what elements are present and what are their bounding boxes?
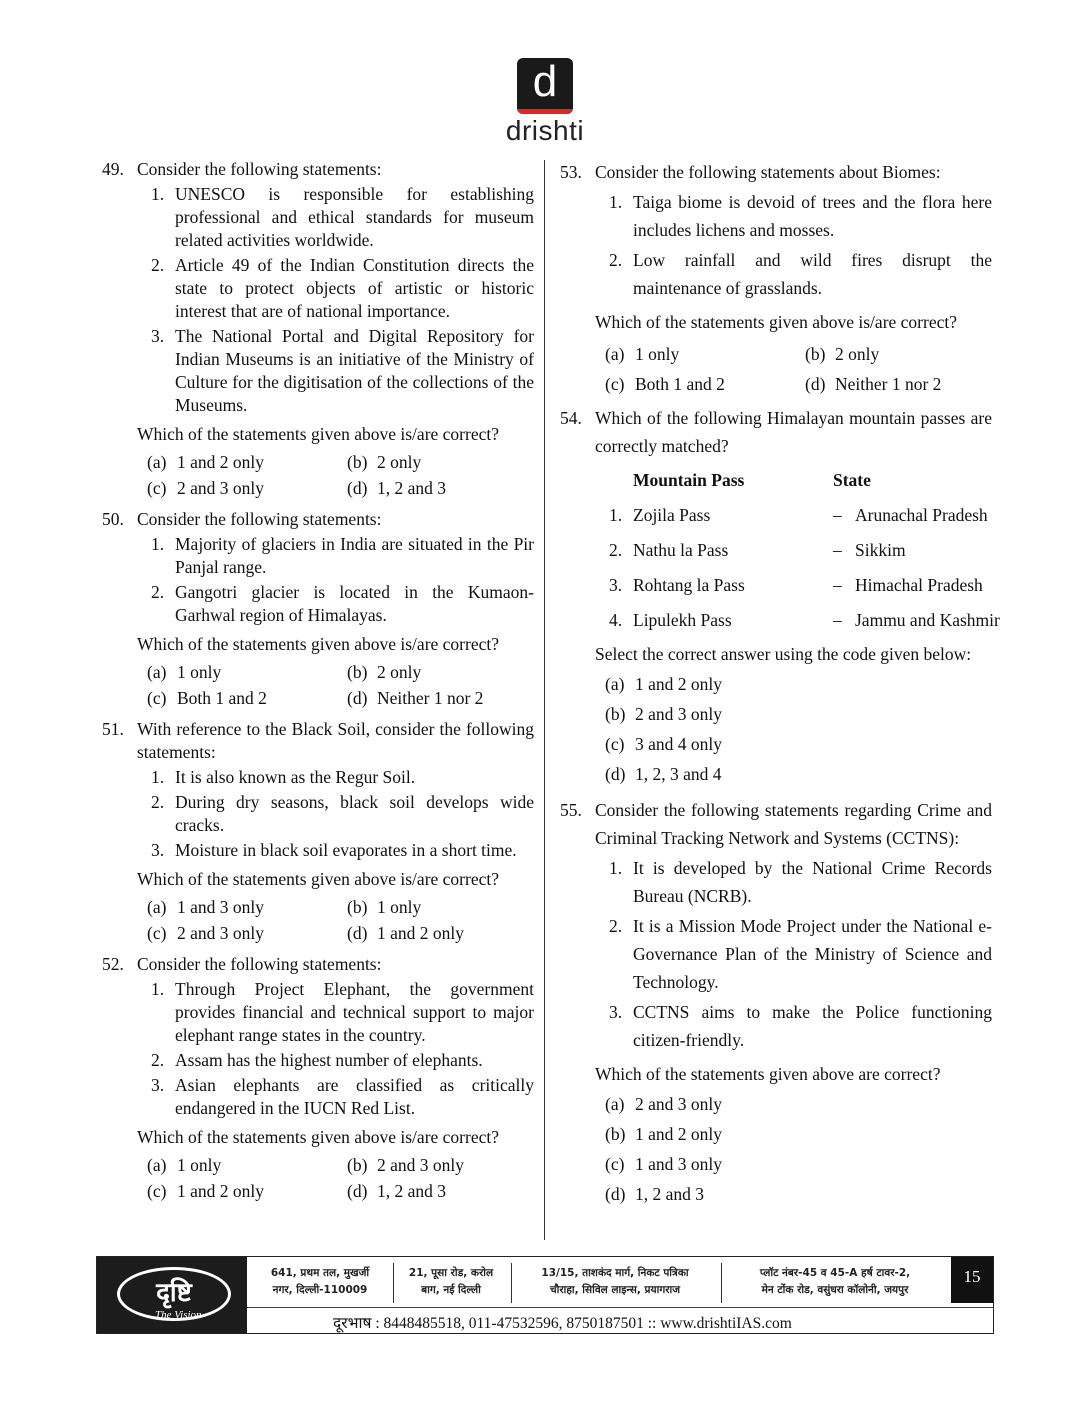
answer-option — [137, 661, 337, 684]
pass-column-header: Mountain Pass — [633, 470, 745, 490]
statement-item — [595, 912, 992, 996]
option-text: 2 and 3 only — [635, 1094, 723, 1114]
question-number: 53. — [560, 162, 582, 182]
option-text: 1 and 2 only — [177, 1181, 265, 1201]
option-text: 2 and 3 only — [177, 923, 265, 943]
address-line: प्लॉट नंबर-45 व 45-A हर्ष टावर-2, — [759, 1267, 911, 1279]
option-marker: (c) — [147, 688, 167, 708]
question-block — [560, 796, 992, 1208]
answer-option — [595, 1180, 992, 1208]
pass-name: Nathu la Pass — [633, 540, 729, 560]
question-number: 54. — [560, 408, 582, 428]
answer-option — [337, 1154, 537, 1177]
options-list — [595, 1090, 992, 1208]
answer-option — [595, 1120, 992, 1148]
address-line: 13/15, ताशकंद मार्ग, निकट पत्रिका — [541, 1267, 689, 1279]
statement-text: Moisture in black soil evaporates in a short time. — [175, 840, 517, 860]
answer-option — [595, 700, 992, 728]
option-marker: (b) — [605, 704, 626, 724]
question-prompt: Which of the statements given above is/are correct? — [137, 869, 499, 889]
statement-item — [137, 766, 534, 789]
column-divider — [544, 160, 545, 1240]
statement-number: 1. — [609, 858, 623, 878]
right-column — [560, 158, 1000, 1208]
option-marker: (b) — [347, 1155, 368, 1175]
question-stem: With reference to the Black Soil, consider the following statements: — [137, 719, 534, 762]
answer-option — [595, 340, 795, 368]
option-text: 1, 2, 3 and 4 — [635, 764, 722, 784]
option-text: 1 and 3 only — [635, 1154, 723, 1174]
option-text: 1 only — [635, 344, 680, 364]
question-block — [102, 508, 534, 710]
answer-option — [595, 1090, 992, 1118]
address-line: 21, पूसा रोड, करोल — [408, 1267, 494, 1279]
pass-name: Zojila Pass — [633, 505, 711, 525]
option-text: Neither 1 nor 2 — [835, 374, 942, 394]
statement-text: Gangotri glacier is located in the Kumaon-Garhwal region of Himalayas. — [175, 582, 534, 625]
statement-text: It is developed by the National Crime Records Bureau (NCRB). — [633, 858, 992, 906]
drishti-logo — [505, 58, 585, 146]
option-text: 2 only — [835, 344, 880, 364]
statement-number: 2. — [151, 255, 165, 275]
footer-rule — [247, 1307, 993, 1308]
question-block — [102, 718, 534, 945]
statement-text: It is also known as the Regur Soil. — [175, 767, 416, 787]
option-marker: (b) — [605, 1124, 626, 1144]
option-text: 1 only — [177, 1155, 222, 1175]
option-text: 1 only — [377, 897, 422, 917]
statement-number: 2. — [151, 1050, 165, 1070]
answer-option — [595, 670, 992, 698]
pass-name: Rohtang la Pass — [633, 575, 745, 595]
option-marker: (d) — [605, 764, 626, 784]
question-prompt: Which of the statements given above is/are correct? — [137, 424, 499, 444]
address-line: बाग, नई दिल्ली — [421, 1284, 481, 1296]
answer-option — [595, 760, 992, 788]
footer-address-3 — [515, 1265, 715, 1299]
footer-address-2 — [397, 1265, 505, 1299]
pass-name: Lipulekh Pass — [633, 610, 732, 630]
statement-item — [137, 791, 534, 837]
option-marker: (d) — [347, 923, 368, 943]
pass-table-row — [595, 571, 992, 599]
statement-text: Low rainfall and wild fires disrupt the maintenance of grasslands. — [633, 250, 992, 298]
state-name: Arunachal Pradesh — [855, 505, 988, 525]
answer-option — [137, 451, 337, 474]
option-marker: (a) — [147, 452, 167, 472]
option-marker: (c) — [605, 734, 625, 754]
statement-text: The National Portal and Digital Repository for Indian Museums is an initiative of the Ministry of Culture for the digitisation of the collections of the Museums. — [175, 326, 534, 415]
option-marker: (a) — [605, 344, 625, 364]
pass-row-number: 1. — [609, 505, 623, 525]
statement-item — [137, 581, 534, 627]
statement-text: Taiga biome is devoid of trees and the flora here includes lichens and mosses. — [633, 192, 992, 240]
options-list — [137, 658, 534, 710]
answer-option — [337, 477, 537, 500]
option-marker: (d) — [347, 478, 368, 498]
answer-option — [137, 1154, 337, 1177]
footer-separator — [393, 1263, 394, 1303]
question-number: 49. — [102, 159, 124, 179]
statement-text: Assam has the highest number of elephants. — [175, 1050, 483, 1070]
option-text: 2 and 3 only — [377, 1155, 465, 1175]
statement-item — [137, 1049, 534, 1072]
statement-text: During dry seasons, black soil develops wide cracks. — [175, 792, 534, 835]
statement-item — [595, 246, 992, 302]
question-block — [560, 404, 1000, 788]
question-stem: Consider the following statements: — [137, 159, 382, 179]
option-text: 1, 2 and 3 — [377, 478, 447, 498]
option-marker: (b) — [347, 897, 368, 917]
state-name: Jammu and Kashmir — [855, 610, 1000, 630]
statement-number: 1. — [151, 184, 165, 204]
statement-number: 1. — [609, 192, 623, 212]
option-text: Neither 1 nor 2 — [377, 688, 484, 708]
question-prompt: Select the correct answer using the code given below: — [595, 644, 972, 664]
footer-separator — [721, 1263, 722, 1303]
statement-text: It is a Mission Mode Project under the National e-Governance Plan of the Ministry of Science and Technology. — [633, 916, 992, 992]
state-name: Himachal Pradesh — [855, 575, 983, 595]
answer-option — [137, 922, 337, 945]
statement-item — [595, 854, 992, 910]
statement-number: 3. — [151, 326, 165, 346]
statement-item — [137, 839, 534, 862]
answer-option — [337, 896, 537, 919]
question-stem: Which of the following Himalayan mountain passes are correctly matched? — [595, 408, 992, 456]
logo-red-bar — [517, 109, 573, 114]
pass-table-row — [595, 501, 992, 529]
answer-option — [795, 340, 995, 368]
statement-number: 3. — [609, 1002, 623, 1022]
statement-text: Article 49 of the Indian Constitution directs the state to protect objects of artistic or historic interest that are of national importance. — [175, 255, 534, 321]
footer-separator — [511, 1263, 512, 1303]
option-marker: (a) — [605, 674, 625, 694]
address-line: नगर, दिल्ली-110009 — [272, 1284, 368, 1296]
option-text: 2 only — [377, 662, 422, 682]
answer-option — [795, 370, 995, 398]
option-marker: (c) — [605, 1154, 625, 1174]
answer-option — [137, 896, 337, 919]
statement-item — [137, 183, 534, 252]
state-column-header: State — [833, 470, 871, 490]
question-prompt: Which of the statements given above is/are correct? — [137, 1127, 499, 1147]
logo-letter: d — [532, 58, 558, 106]
statement-item — [595, 998, 992, 1054]
question-number: 55. — [560, 800, 582, 820]
answer-option — [595, 370, 795, 398]
question-block — [560, 158, 992, 398]
question-number: 50. — [102, 509, 124, 529]
question-block — [102, 158, 534, 500]
option-text: 1, 2 and 3 — [635, 1184, 705, 1204]
statement-item — [137, 254, 534, 323]
question-stem: Consider the following statements: — [137, 509, 382, 529]
option-marker: (a) — [147, 897, 167, 917]
footer-address-1 — [255, 1265, 385, 1299]
answer-option — [595, 730, 992, 758]
options-list — [595, 670, 992, 788]
option-marker: (c) — [605, 374, 625, 394]
statement-number: 2. — [151, 792, 165, 812]
option-marker: (b) — [347, 662, 368, 682]
option-text: Both 1 and 2 — [177, 688, 267, 708]
option-marker: (b) — [805, 344, 826, 364]
address-line: मेन टोंक रोड, वसुंधरा कॉलोनी, जयपुर — [761, 1284, 909, 1296]
option-text: 2 and 3 only — [635, 704, 723, 724]
question-block — [102, 953, 534, 1203]
statement-number: 1. — [151, 979, 165, 999]
option-marker: (d) — [805, 374, 826, 394]
pass-row-number: 2. — [609, 540, 623, 560]
pass-table-header — [595, 466, 992, 494]
address-line: 641, प्रथम तल, मुखर्जी — [270, 1267, 370, 1279]
question-stem: Consider the following statements: — [137, 954, 382, 974]
statement-number: 3. — [151, 1075, 165, 1095]
statement-item — [137, 978, 534, 1047]
statement-text: Asian elephants are classified as critically endangered in the IUCN Red List. — [175, 1075, 534, 1118]
statement-number: 2. — [609, 916, 623, 936]
statement-item — [595, 188, 992, 244]
footer-logo-text: दृष्टि — [117, 1267, 231, 1321]
statement-number: 2. — [151, 582, 165, 602]
option-marker: (c) — [147, 923, 167, 943]
page-number: 15 — [951, 1257, 993, 1303]
logo-wordmark: drishti — [505, 115, 585, 146]
option-text: 1 and 2 only — [635, 1124, 723, 1144]
option-text: 1 only — [177, 662, 222, 682]
pass-row-number: 4. — [609, 610, 623, 630]
answer-option — [337, 922, 537, 945]
question-stem: Consider the following statements regarding Crime and Criminal Tracking Network and Systems (CCTNS): — [595, 800, 992, 848]
option-marker: (d) — [347, 1181, 368, 1201]
pass-dash: – — [833, 575, 842, 595]
logo-mark — [517, 58, 573, 114]
option-marker: (d) — [347, 688, 368, 708]
option-marker: (a) — [605, 1094, 625, 1114]
statement-number: 2. — [609, 250, 623, 270]
pass-row-number: 3. — [609, 575, 623, 595]
statement-text: UNESCO is responsible for establishing professional and ethical standards for museum related activities worldwide. — [175, 184, 534, 250]
options-list — [595, 338, 992, 398]
question-number: 51. — [102, 719, 124, 739]
option-marker: (c) — [147, 478, 167, 498]
question-prompt: Which of the statements given above is/are correct? — [595, 312, 957, 332]
option-text: 2 only — [377, 452, 422, 472]
options-list — [137, 1151, 534, 1203]
left-column — [102, 158, 534, 1211]
answer-option — [337, 1180, 537, 1203]
state-name: Sikkim — [855, 540, 906, 560]
options-list — [137, 448, 534, 500]
option-marker: (a) — [147, 1155, 167, 1175]
answer-option — [337, 661, 537, 684]
option-text: 1 and 2 only — [635, 674, 723, 694]
statement-text: Through Project Elephant, the government provides financial and technical support to major elephant range states in the country. — [175, 979, 534, 1045]
option-text: 1, 2 and 3 — [377, 1181, 447, 1201]
answer-option — [137, 687, 337, 710]
footer-contact: दूरभाष : 8448485518, 011-47532596, 8750187501 :: www.drishtiIAS.com — [333, 1315, 792, 1332]
footer-logo-tagline: The Vision — [155, 1309, 202, 1321]
statement-number: 3. — [151, 840, 165, 860]
statement-text: Majority of glaciers in India are situated in the Pir Panjal range. — [175, 534, 534, 577]
option-text: 2 and 3 only — [177, 478, 265, 498]
option-text: 3 and 4 only — [635, 734, 723, 754]
page-footer — [96, 1256, 994, 1334]
option-text: 1 and 2 only — [377, 923, 465, 943]
footer-address-4 — [725, 1265, 945, 1299]
option-marker: (b) — [347, 452, 368, 472]
option-marker: (a) — [147, 662, 167, 682]
statement-item — [137, 325, 534, 417]
address-line: चौराहा, सिविल लाइन्स, प्रयागराज — [549, 1284, 681, 1296]
pass-table-row — [595, 606, 1000, 634]
answer-option — [137, 477, 337, 500]
pass-dash: – — [833, 505, 842, 525]
answer-option — [137, 1180, 337, 1203]
question-number: 52. — [102, 954, 124, 974]
question-prompt: Which of the statements given above are correct? — [595, 1064, 941, 1084]
pass-dash: – — [833, 610, 842, 630]
option-text: Both 1 and 2 — [635, 374, 725, 394]
option-marker: (c) — [147, 1181, 167, 1201]
pass-table-row — [595, 536, 992, 564]
statement-number: 1. — [151, 534, 165, 554]
footer-logo — [97, 1257, 247, 1333]
options-list — [137, 893, 534, 945]
option-marker: (d) — [605, 1184, 626, 1204]
option-text: 1 and 2 only — [177, 452, 265, 472]
option-text: 1 and 3 only — [177, 897, 265, 917]
answer-option — [595, 1150, 992, 1178]
statement-number: 1. — [151, 767, 165, 787]
statement-text: CCTNS aims to make the Police functioning citizen-friendly. — [633, 1002, 992, 1050]
statement-item — [137, 1074, 534, 1120]
answer-option — [337, 687, 537, 710]
question-prompt: Which of the statements given above is/are correct? — [137, 634, 499, 654]
question-stem: Consider the following statements about Biomes: — [595, 162, 941, 182]
pass-dash: – — [833, 540, 842, 560]
answer-option — [337, 451, 537, 474]
statement-item — [137, 533, 534, 579]
